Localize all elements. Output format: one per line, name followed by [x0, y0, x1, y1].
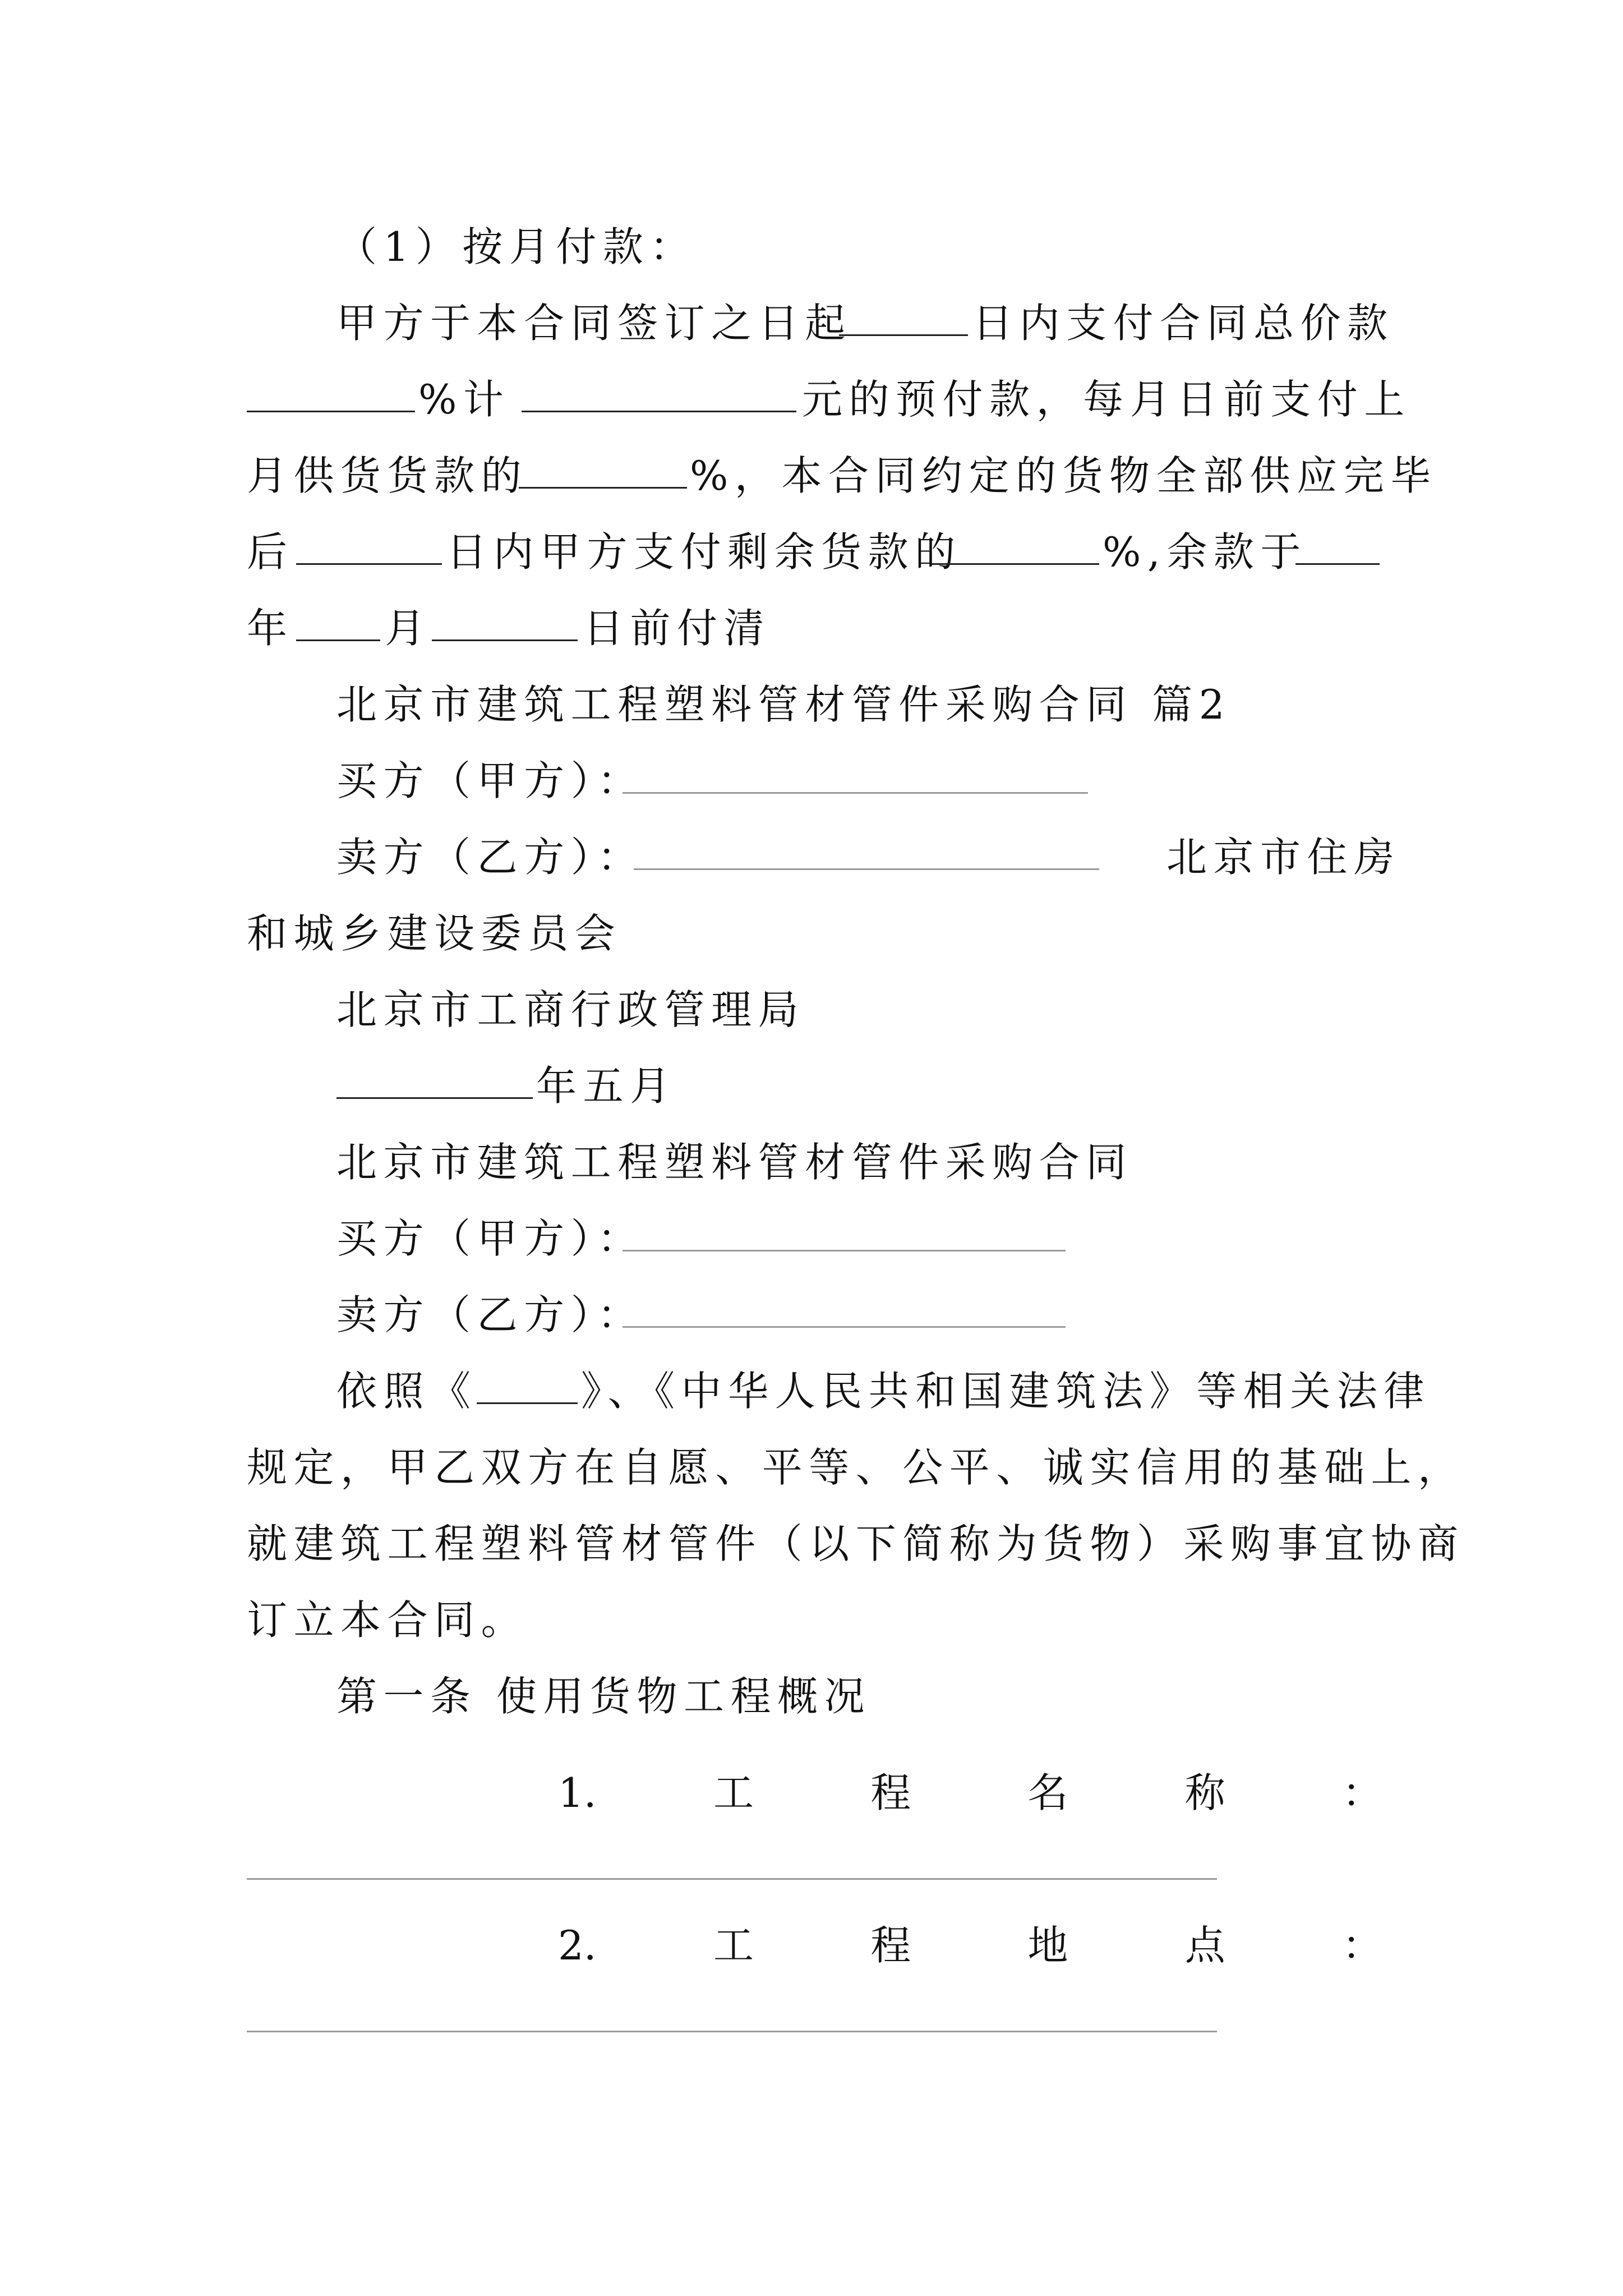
- seller-blank[interactable]: [634, 829, 1099, 870]
- basis-line-3: 就建筑工程塑料管材管件（以下简称为货物）采购事宜协商: [247, 1520, 1465, 1567]
- blank-days[interactable]: [839, 295, 968, 336]
- issuer-line-1: 和城乡建设委员会: [247, 910, 622, 957]
- payment-line-5: 年 月 日前付清: [0, 600, 1623, 656]
- seller-line: 卖方（乙方）： 北京市住房: [0, 829, 1623, 885]
- basis-line-2: 规定，甲乙双方在自愿、平等、公平、诚实信用的基础上，: [247, 1444, 1465, 1491]
- seller-blank-2[interactable]: [623, 1287, 1066, 1328]
- paragraph-payment-heading: [0, 219, 1623, 275]
- blank-year[interactable]: [1295, 524, 1380, 565]
- blank-remaining-percent[interactable]: [931, 524, 1099, 565]
- project-name-label: 1. 工 程 名 称 ：: [558, 1769, 1382, 1816]
- project-location-label: 2. 工 程 地 点 ：: [558, 1922, 1382, 1969]
- buyer-blank-2[interactable]: [623, 1211, 1066, 1251]
- date-year-blank[interactable]: [336, 1058, 533, 1099]
- blank-final-days[interactable]: [296, 524, 442, 565]
- law-name-blank[interactable]: [477, 1363, 578, 1404]
- project-name-blank[interactable]: [247, 1878, 1217, 1880]
- issuer-line-2: 北京市工商行政管理局: [336, 986, 805, 1033]
- date-line: 年五月: [0, 1058, 1623, 1114]
- blank-monthly-percent[interactable]: [519, 448, 687, 489]
- blank-amount[interactable]: [522, 371, 796, 412]
- blank-percent[interactable]: [247, 371, 415, 412]
- payment-line-4: 后 日内甲方支付剩余货款的 %,余款于: [0, 524, 1623, 580]
- article-1-heading: 第一条 使用货物工程概况: [336, 1673, 872, 1720]
- payment-method-heading: （1）按月付款：: [336, 223, 697, 270]
- seller-line-2: 卖方（乙方）：: [0, 1287, 1623, 1343]
- basis-line-1: 依照《 》、《中华人民共和国建筑法》等相关法律: [0, 1363, 1623, 1419]
- buyer-line-2: 买方（甲方）：: [0, 1211, 1623, 1267]
- buyer-blank[interactable]: [623, 753, 1088, 794]
- project-location-blank[interactable]: [247, 2031, 1217, 2032]
- payment-line-1: 甲方于本合同签订之日起 日内支付合同总价款: [0, 295, 1623, 351]
- contract-title: 北京市建筑工程塑料管材管件采购合同: [336, 1139, 1133, 1186]
- payment-line-3: 月供货货款的 %，本合同约定的货物全部供应完毕: [0, 448, 1623, 504]
- buyer-line: 买方（甲方）：: [0, 753, 1623, 809]
- blank-year-2[interactable]: [296, 600, 380, 641]
- blank-month[interactable]: [432, 600, 578, 641]
- payment-line-2: %计 元的预付款，每月日前支付上: [0, 371, 1623, 427]
- contract-title-2: 北京市建筑工程塑料管材管件采购合同 篇2: [336, 681, 1232, 728]
- basis-line-4: 订立本合同。: [247, 1596, 528, 1644]
